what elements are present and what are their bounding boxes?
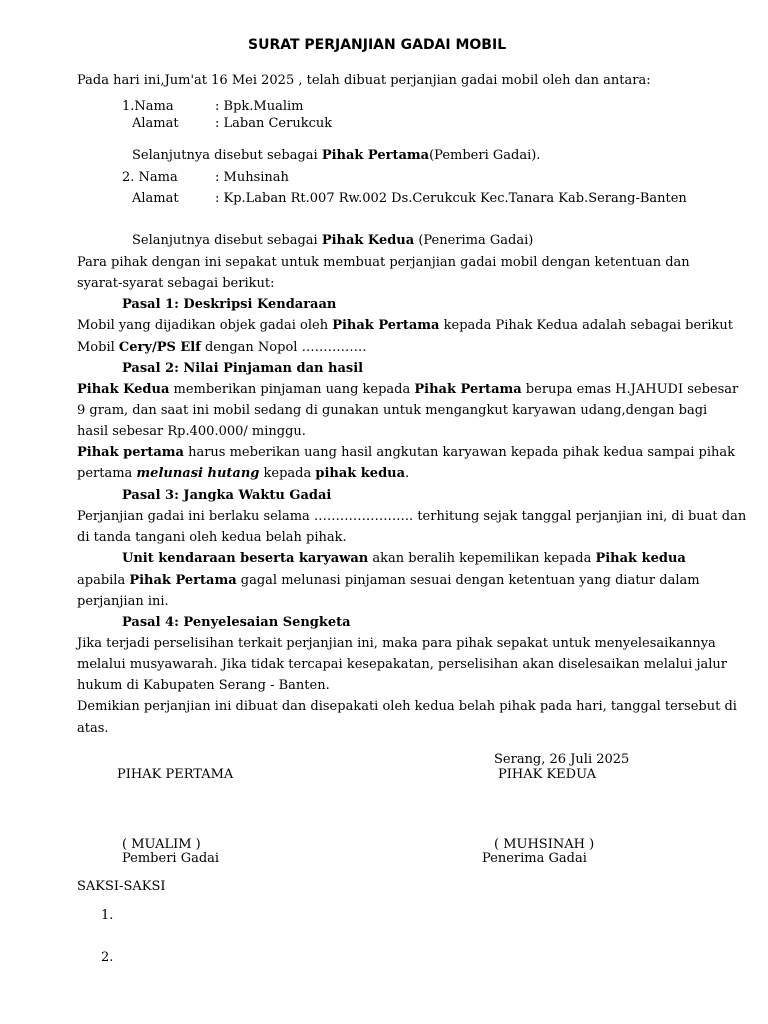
party2-name: : Muhsinah <box>215 170 289 185</box>
pasal4-line-3: hukum di Kabupaten Serang - Banten. <box>77 678 330 693</box>
pasal4-line-1: Jika terjadi perselisihan terkait perjanjian ini, maka para pihak sepakat untuk menyelesaikannya <box>77 636 716 651</box>
text-segment: berupa emas H.JAHUDI sebesar <box>521 382 739 397</box>
pasal2-line-4 <box>77 446 735 459</box>
text-segment: Mobil <box>77 340 119 355</box>
text-segment: apabila <box>77 573 130 588</box>
pasal4-line-2: melalui musyawarah. Jika tidak tercapai kesepakatan, perselisihan akan diselesaikan melalui jalur <box>77 657 727 672</box>
text-segment: pertama <box>77 466 137 481</box>
party1-number-label: 1.Nama <box>122 99 174 114</box>
text-segment: kepada Pihak Kedua adalah sebagai berikut <box>439 318 734 333</box>
text-segment: Cery/PS Elf <box>118 340 201 355</box>
text-segment: Mobil yang dijadikan objek gadai oleh <box>77 318 333 333</box>
party2-address-label: Alamat <box>132 191 179 206</box>
text-segment: Pihak Kedua <box>77 382 170 397</box>
witness-item-1: 1. <box>101 908 114 923</box>
party1-role <box>132 149 540 162</box>
text-segment: Pasal 2: Nilai Pinjaman dan hasil <box>122 361 364 376</box>
text-segment: Pasal 1: Deskripsi Kendaraan <box>122 297 337 312</box>
text-segment: kepada <box>259 466 316 481</box>
pasal3-line-4 <box>77 574 700 587</box>
text-segment: dengan Nopol …………… <box>200 340 367 355</box>
pasal1-heading <box>122 298 336 311</box>
party1-name: : Bpk.Mualim <box>215 99 304 114</box>
party2-number-label: 2. Nama <box>122 170 178 185</box>
party1-role-bold: Pihak Pertama <box>321 148 430 163</box>
pasal2-line-5 <box>77 467 409 480</box>
text-segment: gagal melunasi pinjaman sesuai dengan ketentuan yang diatur dalam <box>236 573 700 588</box>
text-segment: melunasi hutang <box>136 466 260 481</box>
agreement-line-1: Para pihak dengan ini sepakat untuk membuat perjanjian gadai mobil dengan ketentuan dan <box>77 255 690 270</box>
agreement-line-2: syarat-syarat sebagai berikut: <box>77 276 275 291</box>
intro-text: Pada hari ini,Jum'at 16 Mei 2025 , telah dibuat perjanjian gadai mobil oleh dan antara: <box>77 73 651 88</box>
signatory-left-name: ( MUALIM ) <box>122 837 201 852</box>
document-title: SURAT PERJANJIAN GADAI MOBIL <box>248 37 507 53</box>
pasal3-line-3 <box>122 552 686 565</box>
pasal3-line-1: Perjanjian gadai ini berlaku selama ………………….. terhitung sejak tanggal perjanjian ini, di buat dan <box>77 509 747 524</box>
text-segment: Pihak Pertama <box>332 318 440 333</box>
text-segment: . <box>405 466 410 481</box>
party1-address: : Laban Cerukcuk <box>215 116 333 131</box>
party2-role-suffix: (Penerima Gadai) <box>414 233 534 248</box>
pasal1-line-2 <box>77 341 367 354</box>
text-segment: Pihak Pertama <box>414 382 522 397</box>
pasal2-line-2: 9 gram, dan saat ini mobil sedang di gunakan untuk mengangkut karyawan udang,dengan bagi <box>77 403 708 418</box>
party1-address-label: Alamat <box>132 116 179 131</box>
text-segment: akan beralih kepemilikan kepada <box>368 551 596 566</box>
pasal3-line-2: di tanda tangani oleh kedua belah pihak. <box>77 530 347 545</box>
pasal1-line-1 <box>77 319 733 332</box>
witness-heading: SAKSI-SAKSI <box>77 879 166 894</box>
party2-role-bold: Pihak Kedua <box>321 233 415 248</box>
signatory-left-title: PIHAK PERTAMA <box>117 767 234 782</box>
text-segment: Pihak pertama <box>77 445 184 460</box>
text-segment: Pasal 4: Penyelesaian Sengketa <box>122 615 351 630</box>
text-segment: harus meberikan uang hasil angkutan karyawan kepada pihak kedua sampai pihak <box>183 445 736 460</box>
pasal3-heading <box>122 489 331 502</box>
closing-line-2: atas. <box>77 721 109 736</box>
pasal4-heading <box>122 616 351 629</box>
signatory-right-role: Penerima Gadai <box>482 851 587 866</box>
signatory-right-name: ( MUHSINAH ) <box>494 837 595 852</box>
party1-role-prefix: Selanjutnya disebut sebagai <box>132 148 322 163</box>
witness-item-2: 2. <box>101 950 114 965</box>
text-segment: memberikan pinjaman uang kepada <box>169 382 415 397</box>
pasal2-line-1 <box>77 383 738 396</box>
text-segment: pihak kedua <box>315 466 406 481</box>
party2-role-prefix: Selanjutnya disebut sebagai <box>132 233 322 248</box>
pasal2-heading <box>122 362 363 375</box>
signatory-left-role: Pemberi Gadai <box>122 851 220 866</box>
closing-line-1: Demikian perjanjian ini dibuat dan disepakati oleh kedua belah pihak pada hari, tanggal tersebut di <box>77 699 737 714</box>
text-segment: Pasal 3: Jangka Waktu Gadai <box>122 488 332 503</box>
party1-role-suffix: (Pemberi Gadai). <box>429 148 541 163</box>
text-segment: Unit kendaraan beserta karyawan <box>122 551 369 566</box>
text-segment: Pihak kedua <box>595 551 686 566</box>
signatory-right-title: PIHAK KEDUA <box>498 767 597 782</box>
party2-role <box>132 234 533 247</box>
place-date: Serang, 26 Juli 2025 <box>494 752 630 767</box>
pasal2-line-3: hasil sebesar Rp.400.000/ minggu. <box>77 424 306 439</box>
pasal3-line-5: perjanjian ini. <box>77 594 169 609</box>
party2-address: : Kp.Laban Rt.007 Rw.002 Ds.Cerukcuk Kec.Tanara Kab.Serang-Banten <box>215 191 687 206</box>
text-segment: Pihak Pertama <box>129 573 237 588</box>
